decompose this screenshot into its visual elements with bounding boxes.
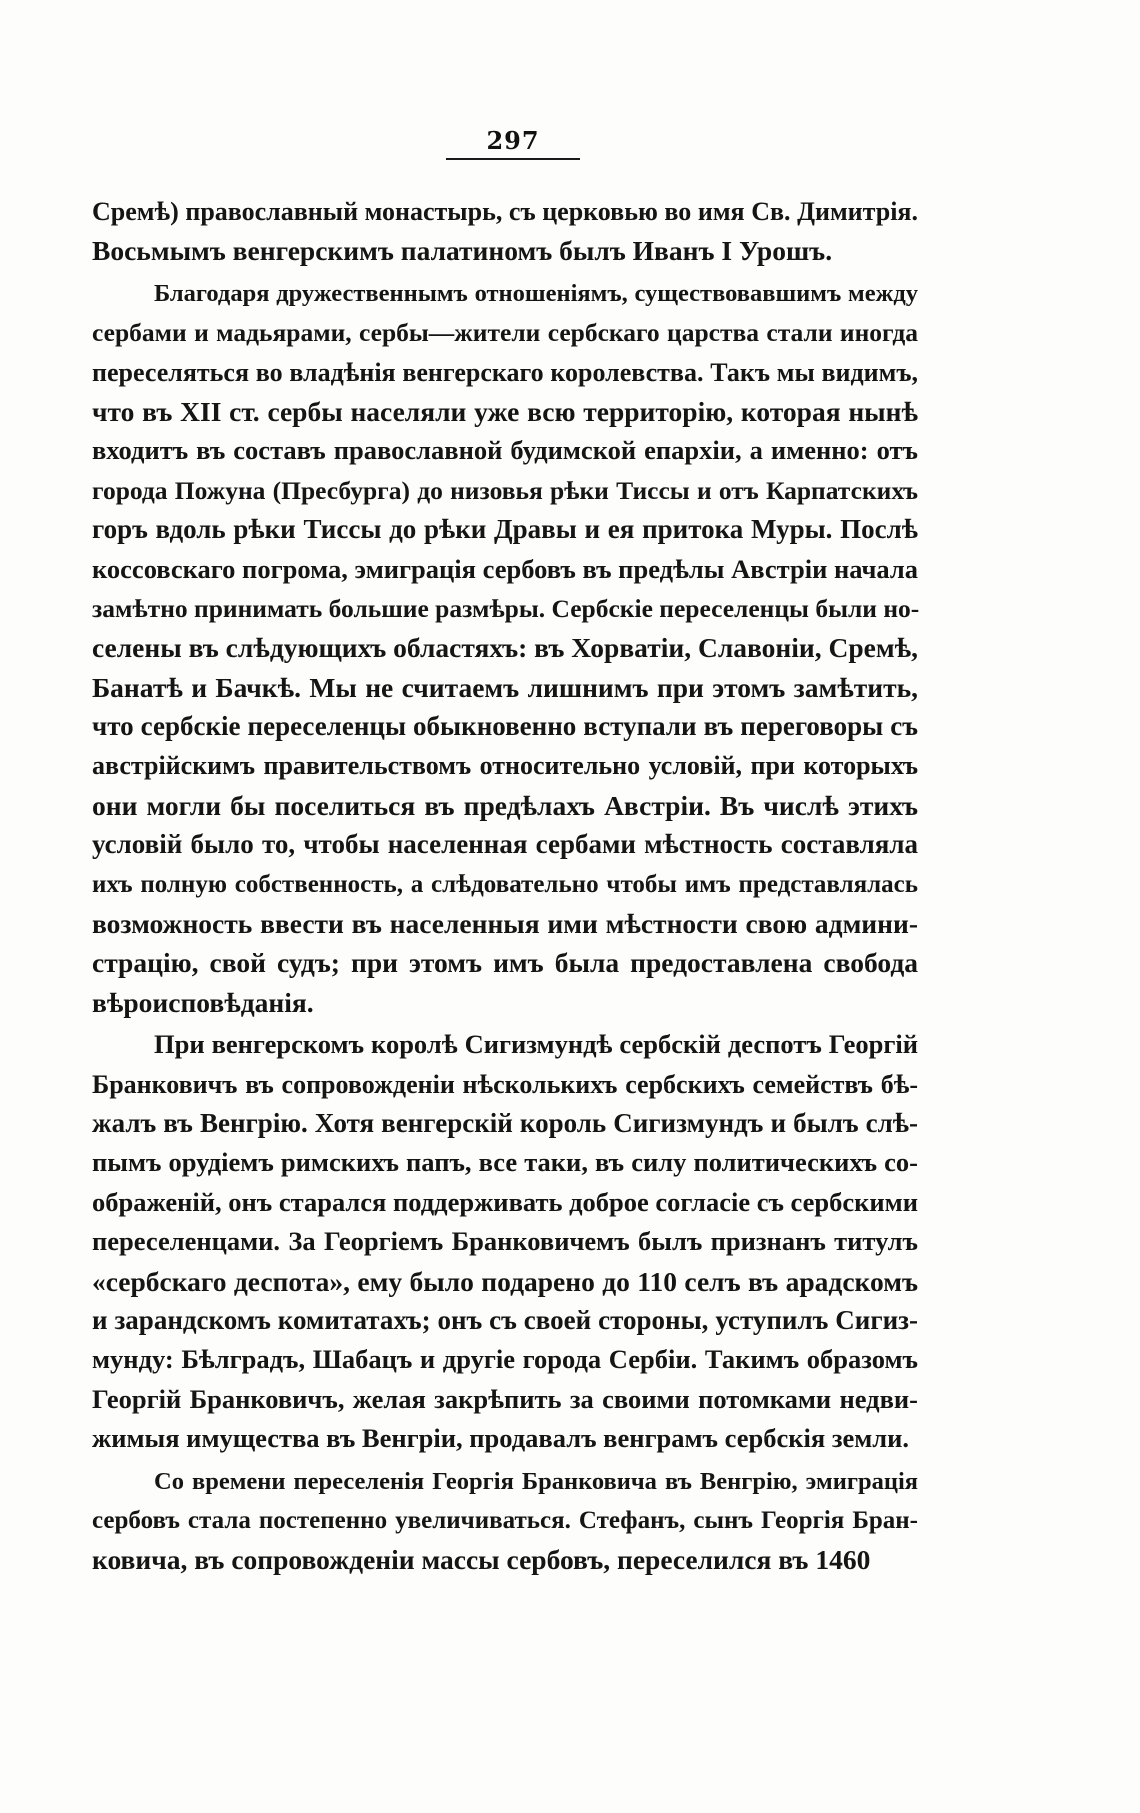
text-line: австрійскимъ правительствомъ относительно условій, при которыхъ	[92, 751, 918, 781]
text-line: жалъ въ Венгрію. Хотя венгерскій король Сигизмундъ и былъ слѣ-	[92, 1107, 918, 1138]
text-line: коссовскаго погрома, эмиграція сербовъ въ предѣлы Австріи начала	[92, 553, 918, 584]
text-line: входитъ въ составъ православной будимской епархіи, а именно: отъ	[92, 435, 918, 466]
text-line: Бранковичъ въ сопровожденіи нѣсколькихъ сербскихъ семействъ бѣ-	[92, 1069, 918, 1099]
page-number-container	[446, 126, 580, 155]
text-line: страцію, свой судъ; при этомъ имъ была предоставлена свобода	[92, 947, 918, 979]
text-line: они могли бы поселиться въ предѣлахъ Австріи. Въ числѣ этихъ	[92, 789, 918, 821]
text-line: сербами и мадьярами, сербы—жители сербскаго царства стали иногда	[92, 318, 918, 348]
body-text	[92, 192, 918, 1580]
text-line: Благодаря дружественнымъ отношеніямъ, существовавшимъ между	[154, 279, 918, 307]
text-line: и зарандскомъ комитатахъ; онъ съ своей стороны, уступилъ Сигиз-	[92, 1304, 918, 1335]
text-line: «сербскаго деспота», ему было подарено до 110 селъ въ арадскомъ	[92, 1265, 918, 1297]
text-line: замѣтно принимать большие размѣры. Сербскіе переселенцы были но-	[92, 593, 920, 623]
text-line: ковича, въ сопровожденіи массы сербовъ, переселился въ 1460	[92, 1544, 871, 1576]
paragraph	[92, 192, 918, 271]
text-line: переселяться во владѣнія венгерскаго королевства. Такъ мы видимъ,	[92, 357, 918, 387]
text-line: жимыя имущества въ Венгріи, продавалъ венграмъ сербскія земли.	[92, 1423, 910, 1454]
page-number-rule	[446, 158, 580, 160]
text-line: Георгій Бранковичъ, желая закрѣпить за своими потомками недви-	[92, 1383, 918, 1414]
text-line: Сремѣ) православный монастырь, съ церковью во имя Св. Димитрія.	[92, 197, 918, 226]
text-line: вѣроисповѣданія.	[92, 986, 314, 1018]
text-line: что сербскіе переселенцы обыкновенно вступали въ переговоры съ	[92, 711, 918, 742]
text-line: горъ вдоль рѣки Тиссы до рѣки Дравы и ея притока Муры. Послѣ	[92, 514, 918, 545]
text-line: Восьмымъ венгерскимъ палатиномъ былъ Иванъ I Урошъ.	[92, 235, 833, 267]
text-line: города Пожуна (Пресбурга) до низовья рѣки Тиссы и отъ Карпатскихъ	[92, 475, 918, 505]
paragraph	[92, 1462, 918, 1580]
paragraph	[92, 1025, 918, 1458]
text-line: мунду: Бѣлградъ, Шабацъ и другіе города Сербіи. Такимъ образомъ	[92, 1344, 918, 1375]
text-line: Со времени переселенія Георгія Бранковича въ Венгрію, эмиграція	[154, 1467, 918, 1495]
text-line: что въ XII ст. сербы населяли уже всю территорію, которая нынѣ	[92, 395, 918, 427]
text-line: возможность ввести въ населенныя ими мѣстности свою админи-	[92, 908, 918, 940]
text-line: При венгерскомъ королѣ Сигизмундѣ сербскій деспотъ Георгій	[154, 1029, 918, 1060]
text-line: сербовъ стала постепенно увеличиваться. Стефанъ, сынъ Георгія Бран-	[92, 1506, 918, 1534]
text-line: условій было то, чтобы населенная сербами мѣстность составляла	[92, 829, 918, 860]
text-line: переселенцами. За Георгіемъ Бранковичемъ былъ признанъ титулъ	[92, 1226, 918, 1257]
text-line: Банатѣ и Бачкѣ. Мы не считаемъ лишнимъ при этомъ замѣтить,	[92, 671, 918, 703]
text-line: селены въ слѣдующихъ областяхъ: въ Хорватіи, Славоніи, Сремѣ,	[92, 632, 918, 664]
text-line: пымъ орудіемъ римскихъ папъ, все таки, въ силу политическихъ со-	[92, 1147, 918, 1178]
paragraph	[92, 274, 918, 1022]
page-number: 297	[486, 126, 540, 155]
text-line: ображеній, онъ старался поддерживать доброе согласіе съ сербскими	[92, 1186, 919, 1217]
text-line: ихъ полную собственность, а слѣдовательно чтобы имъ представлялась	[92, 870, 918, 898]
